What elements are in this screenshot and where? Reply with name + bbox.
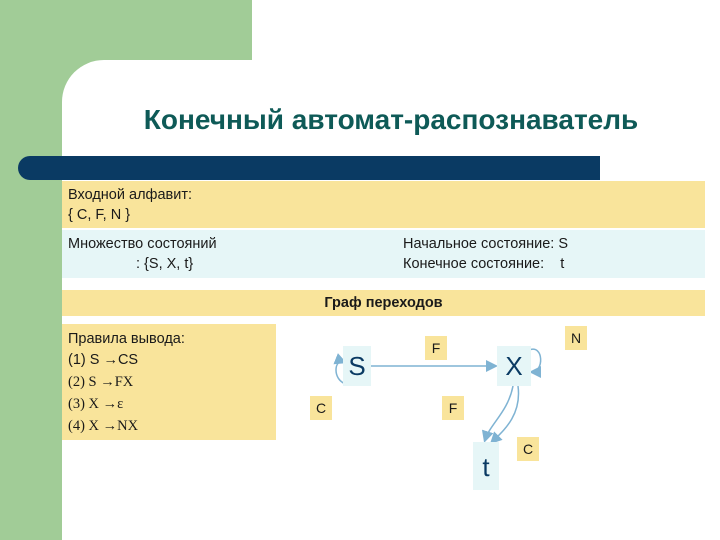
initial-state: Начальное состояние: S [403,236,569,252]
edge-label-s-to-x: F [425,336,447,360]
edge-label-s-loop: C [310,396,332,420]
rule-item: (4) X →NX [68,418,139,434]
states-row [62,230,705,278]
edge-label-x-to-t-f: F [442,396,464,420]
graph-header: Граф переходов [62,290,705,316]
rule-item: (3) X →ε [68,396,124,412]
states-set-label: Множество состояний [68,236,217,252]
alphabet-label: Входной алфавит: [68,187,192,203]
final-state: Конечное состояние: t [403,256,565,272]
rule-item: (2) S →FX [68,374,134,390]
rules-label: Правила вывода: [68,331,185,347]
alphabet-value: { C, F, N } [68,207,131,223]
edge-label-x-loop: N [565,326,587,350]
background-green-strip [0,0,62,540]
rules-box [62,324,276,440]
edge-label-x-to-t-c: C [517,437,539,461]
states-set [68,234,217,274]
background-top-white [252,0,720,60]
states-set-value: : {S, X, t} [136,256,194,272]
rule-item: (1) S →CS [68,352,139,368]
alphabet-row [62,181,705,228]
title-underline-bar [18,156,600,180]
state-node-t: t [473,442,499,490]
state-node-s: S [343,346,371,386]
state-node-x: X [497,346,531,386]
states-initial-final [403,234,568,274]
slide-title: Конечный автомат-распознаватель [143,104,639,135]
